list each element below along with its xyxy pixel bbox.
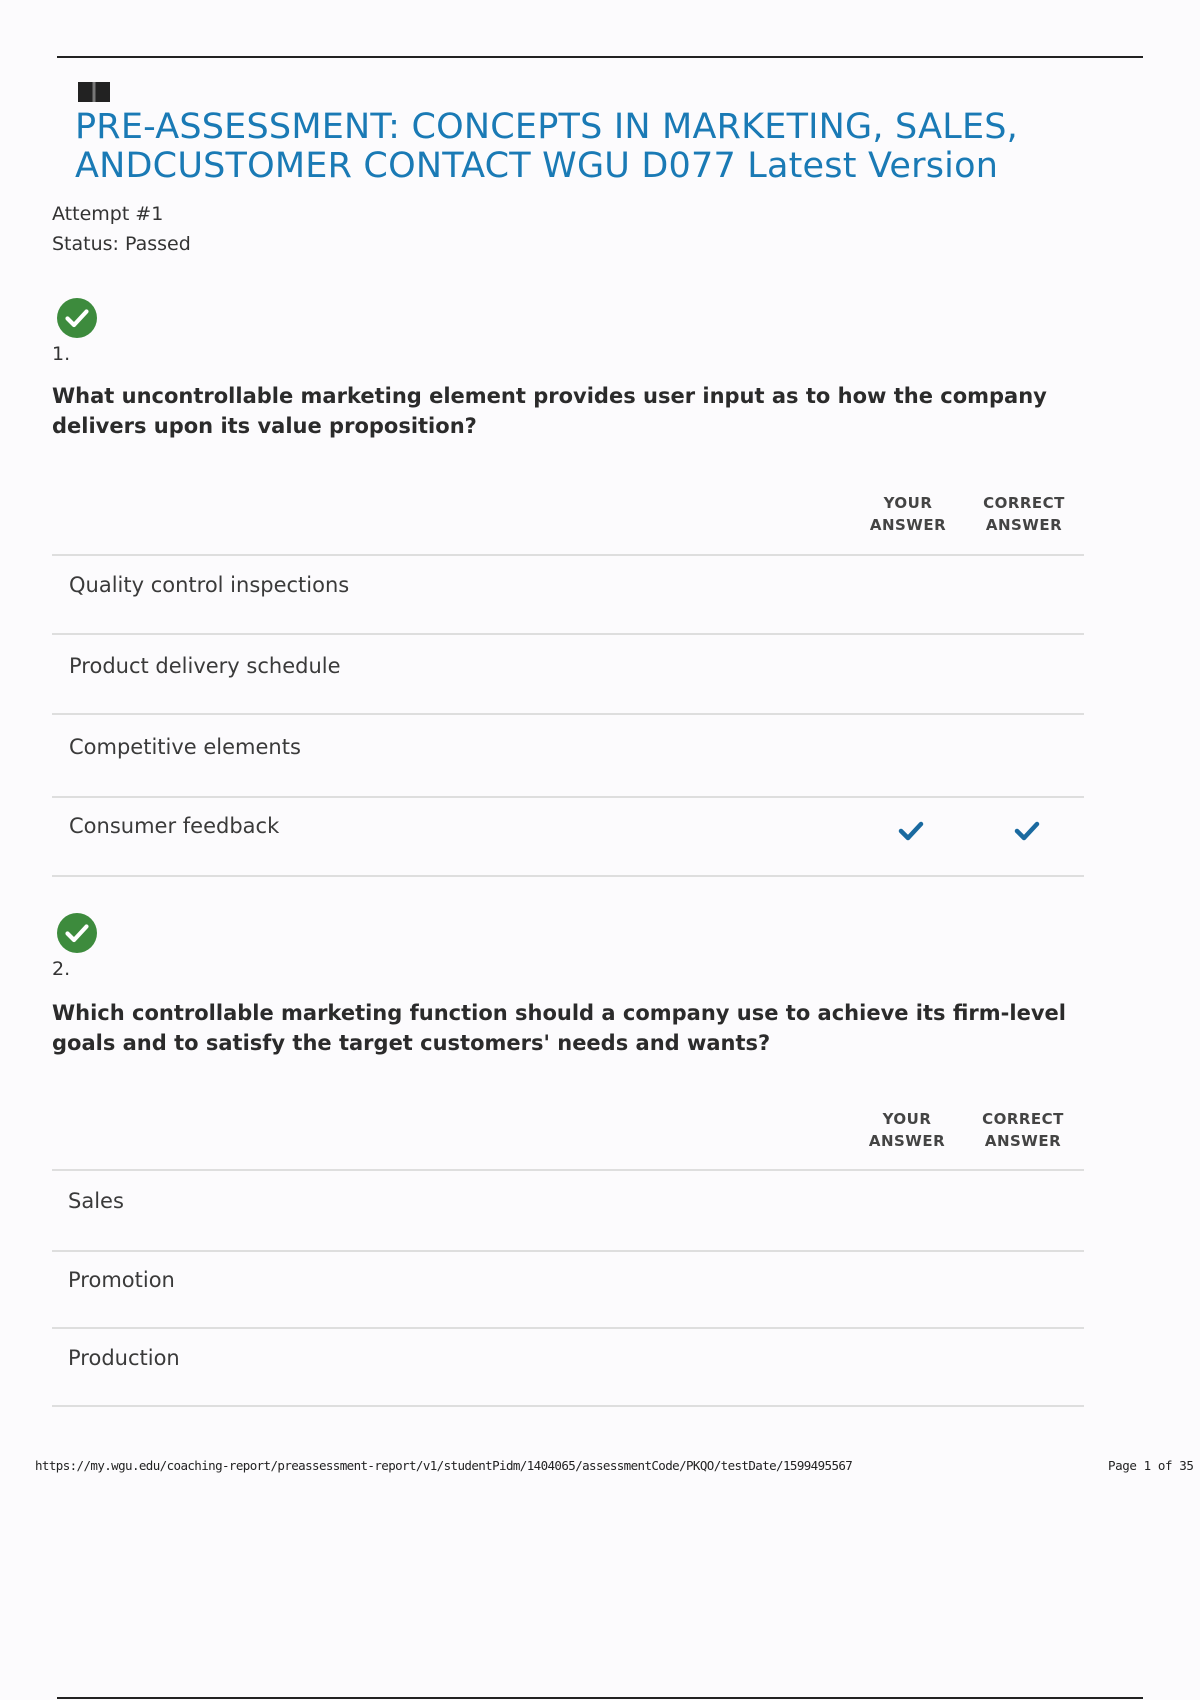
your-answer-header: YOUR ANSWER	[868, 1110, 946, 1150]
option-label: Promotion	[68, 1268, 175, 1292]
row-divider	[52, 875, 1084, 877]
page-title: PRE-ASSESSMENT: CONCEPTS IN MARKETING, SALES, ANDCUSTOMER CONTACT WGU D077 Latest Version	[75, 107, 1018, 186]
option-label: Production	[68, 1346, 180, 1370]
row-divider	[52, 1405, 1084, 1407]
attempt-label: Attempt #1	[52, 203, 164, 225]
status-label: Status: Passed	[52, 233, 191, 255]
row-divider	[52, 1327, 1084, 1329]
question-text: What uncontrollable marketing element provides user input as to how the company delivers upon its value proposition?	[52, 384, 1047, 438]
check-circle-icon	[57, 913, 97, 953]
question-text: Which controllable marketing function should a company use to achieve its firm-level goals and to satisfy the target customers' needs and wants?	[52, 1001, 1066, 1055]
your-answer-header: YOUR ANSWER	[869, 494, 947, 534]
correct-answer-header: CORRECT ANSWER	[983, 494, 1065, 534]
row-divider	[52, 1250, 1084, 1252]
footer-url: https://my.wgu.edu/coaching-report/preassessment-report/v1/studentPidm/1404065/assessmentCode/PKQO/testDate/1599495567	[35, 1458, 853, 1473]
option-label: Sales	[68, 1189, 124, 1213]
option-label: Product delivery schedule	[69, 654, 341, 678]
correct-answer-checkmark-icon	[1014, 820, 1040, 842]
row-divider	[52, 1169, 1084, 1171]
row-divider	[52, 554, 1084, 556]
row-divider	[52, 713, 1084, 715]
question-number: 1.	[52, 343, 71, 365]
page-number: Page 1 of 35	[1108, 1458, 1194, 1473]
question-number: 2.	[52, 958, 71, 980]
option-label: Competitive elements	[69, 735, 301, 759]
your-answer-checkmark-icon	[898, 820, 924, 842]
check-circle-icon	[57, 298, 97, 338]
top-rule	[57, 56, 1143, 58]
bottom-rule	[57, 1697, 1143, 1699]
row-divider	[52, 796, 1084, 798]
correct-answer-header: CORRECT ANSWER	[982, 1110, 1064, 1150]
option-label: Consumer feedback	[69, 814, 280, 838]
option-label: Quality control inspections	[69, 573, 350, 597]
row-divider	[52, 633, 1084, 635]
book-icon	[78, 82, 110, 102]
